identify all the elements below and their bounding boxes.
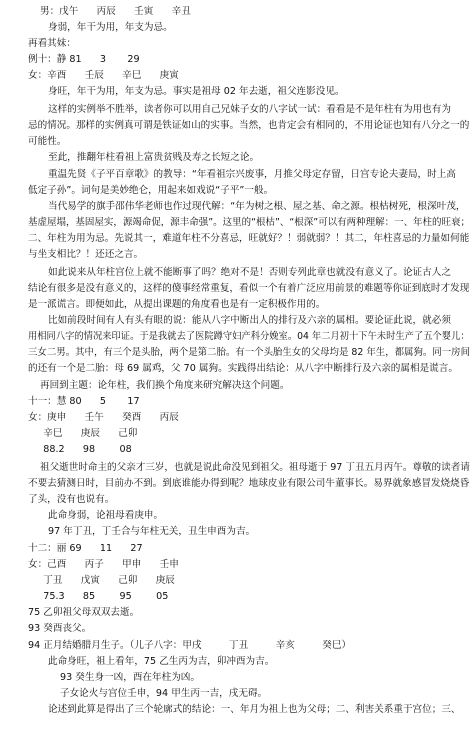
text-line: 女：己酉 丙子 甲申 壬申	[28, 559, 179, 570]
text-line: 丁丑 戊寅 己卯 庚辰	[28, 575, 175, 586]
text-line: 重温先贤《子平百章歌》的教导：“年看祖宗兴废事，月推父母定存留，日宫专论夫妻局，时上高	[48, 169, 456, 180]
text-line: 75.3 85 95 05	[28, 591, 169, 602]
text-line: 低定子孙”。词句是美妙绝仑，用起来如戏说“子平”一般。	[28, 185, 274, 196]
text-line: 辛巳 庚辰 己卯	[28, 428, 138, 439]
text-line: 祖父逝世时命主的父亲才三岁，也就是说此命没见到祖父。祖母逝于 97 丁丑五月丙午。尊敬的读者请	[40, 462, 470, 473]
text-line: 至此，推翻年柱看祖上富贵贫贱及寿之长短之论。	[48, 152, 260, 163]
text-line: 女：庚申 壬午 癸酉 丙辰	[28, 412, 179, 423]
text-line: 93 癸酉丧父。	[28, 623, 92, 634]
text-line: 94 正月结婚腊月生子。（儿子八字：甲戌 丁丑 辛亥 癸巳）	[28, 640, 352, 651]
text-line: 女：辛酉 壬辰 辛巳 庚寅	[28, 70, 179, 81]
text-line: 88.2 98 08	[28, 444, 132, 455]
text-line: 十二：丽 69 11 27	[28, 543, 143, 554]
text-line: 比如前段时间有人有头有眼的说：能从八字中断出人的排行及六亲的属相。要论证此说，就必须	[48, 315, 451, 326]
text-line: 当代易学的旗手邵伟华老师也作过现代解：“年为树之根、屋之基、命之源。根枯树死，根深叶茂，	[48, 201, 466, 212]
text-line: 是一派谎言。即便如此，从提出课题的角度看也是有一定积极作用的。	[28, 299, 326, 310]
text-line: 子女论火与宫位壬申，94 甲生丙一吉，戌无碍。	[60, 688, 268, 699]
text-line: 用相同八字的情况来印证。于是我就去了医院蹲守妇产科分娩室。04 年二月初十下午未时生产了五个婴儿：	[28, 331, 470, 342]
text-line: 身弱，年干为用，年支为忌。	[48, 22, 173, 33]
text-line: 忌的情况。那样的实例真可谓是铁证如山的实事。当然，也肯定会有相同的，不用论证也知有八分之一的	[28, 120, 470, 131]
text-line: 的还有一个是二胎：母 69 属鸡，父 70 属狗。实践得出结论：从八字中断排行及六亲的属相是谎言。	[28, 363, 458, 374]
text-line: 男：戊午 丙辰 壬寅 辛丑	[40, 6, 191, 17]
text-line: 例十：静 81 3 29	[28, 54, 140, 65]
text-line: 不要去猜测日时，目前办不到。到底谁能办得到呢？地球皮业有限公司牛董事长。易界就象感冒发烧烧昏	[28, 478, 470, 489]
text-line: 了头，没有也说有。	[28, 494, 115, 505]
text-line: 身旺，年干为用，年支为忌。事实是祖母 02 年去逝，祖父连影没见。	[48, 86, 345, 97]
text-line: 75 乙卯祖父母双双去逝。	[28, 607, 140, 618]
text-line: 二、年柱为用为忌。先说其一，难道年柱不分喜忌，旺就好？！弱就弱？！其二，年柱喜忌的力量如何能	[28, 233, 470, 244]
text-line: 93 癸生身一凶，酉在年柱为凶。	[60, 672, 200, 683]
text-line: 如此说来从年柱宫位上就不能断事了吗？绝对不是！否则专列此章也就没有意义了。论证古人之	[48, 267, 451, 278]
text-line: 此命身旺，祖上看年，75 乙生丙为吉，卯冲酉为吉。	[48, 656, 275, 667]
text-line: 十一：慧 80 5 17	[28, 396, 140, 407]
text-line: 再回到主题：论年柱，我们换个角度来研究解决这个问题。	[40, 380, 290, 391]
text-line: 与坐支相比？！还还之言。	[28, 249, 144, 260]
text-line: 论述到此算是得出了三个轮廓式的结论：一、年月为祖上也为父母；二、利害关系重于宫位；三、	[48, 704, 461, 715]
text-line: 可能性。	[28, 136, 67, 147]
text-line: 再看其妹：	[28, 38, 76, 49]
text-line: 三女二男。其中，有三个是头胎，两个是第二胎。有一个头胎生女的父母均是 82 年生，都属狗。同一房间	[28, 347, 471, 358]
text-line: 结论有很多是没有意义的，这样的傻事经常重复，看似一个有着广泛应用前景的难题等你证到底时才发现	[28, 283, 470, 294]
text-line: 这样的实例举不胜举，读者你可以用自己兄妹子女的八字试一试：看看是不是年柱有为用也有为	[48, 104, 451, 115]
text-line: 此命身弱，论祖母看庚申。	[48, 510, 164, 521]
text-line: 基虚屋塌，基固屋实，源竭命促，源丰命强”。这里的“根枯”、“根深”可以有两种理解：一、年柱的旺衰；	[28, 217, 470, 228]
text-line: 97 年丁丑，丁壬合与年柱无关，丑生申酉为吉。	[48, 526, 256, 537]
